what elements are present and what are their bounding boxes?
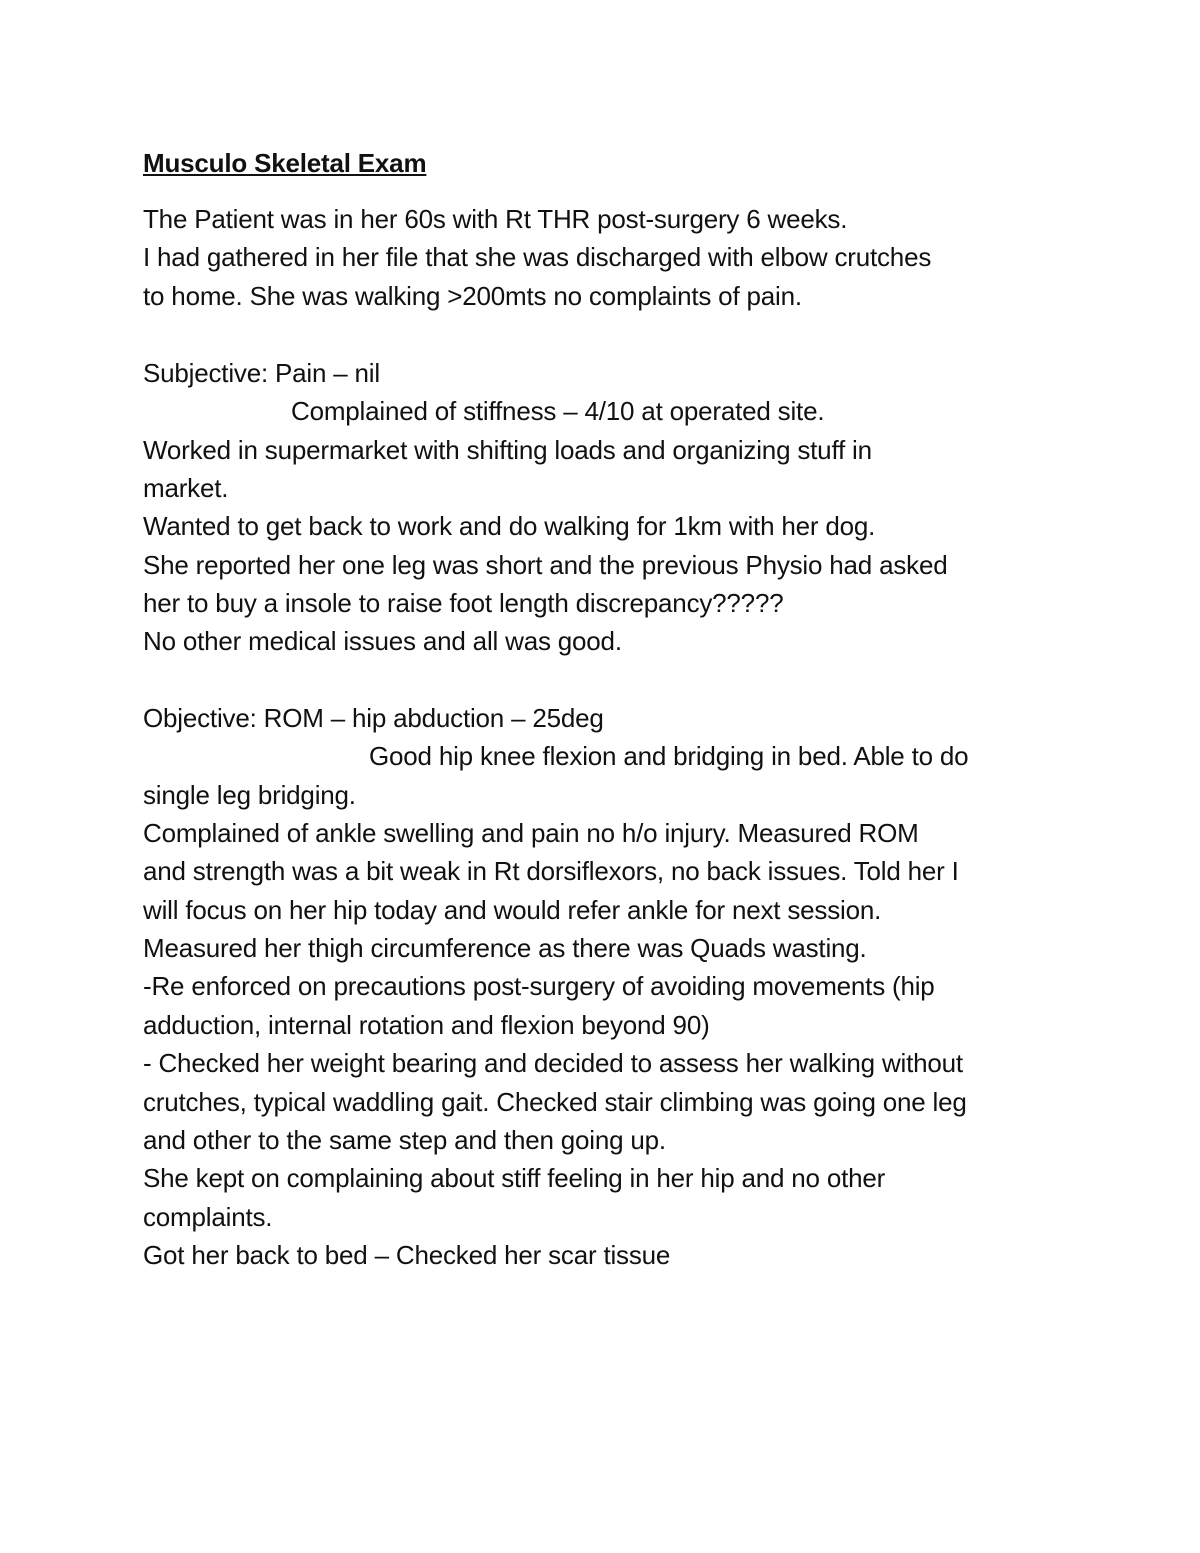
text-line: market. [143, 473, 229, 503]
text-line: The Patient was in her 60s with Rt THR post-surgery 6 weeks. [143, 204, 848, 234]
text-line: adduction, internal rotation and flexion beyond 90) [143, 1010, 710, 1040]
text-line: Complained of ankle swelling and pain no h/o injury. Measured ROM [143, 818, 919, 848]
text-line: Worked in supermarket with shifting loads and organizing stuff in [143, 435, 872, 465]
text-line: her to buy a insole to raise foot length discrepancy????? [143, 588, 784, 618]
subjective-heading-line: Subjective: Pain – nil [143, 358, 380, 388]
text-line: She reported her one leg was short and the previous Physio had asked [143, 550, 948, 580]
text-line: No other medical issues and all was good. [143, 626, 622, 656]
text-line: Good hip knee flexion and bridging in bed. Able to do [369, 741, 969, 771]
text-line: Got her back to bed – Checked her scar tissue [143, 1240, 671, 1270]
text-line: Measured her thigh circumference as there was Quads wasting. [143, 933, 867, 963]
text-line: to home. She was walking >200mts no complaints of pain. [143, 281, 802, 311]
text-line: complaints. [143, 1202, 273, 1232]
text-line: and strength was a bit weak in Rt dorsiflexors, no back issues. Told her I [143, 856, 959, 886]
text-line: - Checked her weight bearing and decided to assess her walking without [143, 1048, 963, 1078]
objective-heading-line: Objective: ROM – hip abduction – 25deg [143, 703, 604, 733]
text-line: She kept on complaining about stiff feeling in her hip and no other [143, 1163, 886, 1193]
text-line: -Re enforced on precautions post-surgery of avoiding movements (hip [143, 971, 935, 1001]
text-line: will focus on her hip today and would refer ankle for next session. [143, 895, 882, 925]
text-line: crutches, typical waddling gait. Checked stair climbing was going one leg [143, 1087, 967, 1117]
text-line: Complained of stiffness – 4/10 at operated site. [291, 396, 825, 426]
text-line: single leg bridging. [143, 780, 356, 810]
text-line: and other to the same step and then going up. [143, 1125, 666, 1155]
text-line: Wanted to get back to work and do walking for 1km with her dog. [143, 511, 876, 541]
document-title: Musculo Skeletal Exam [143, 148, 427, 178]
text-line: I had gathered in her file that she was discharged with elbow crutches [143, 242, 932, 272]
